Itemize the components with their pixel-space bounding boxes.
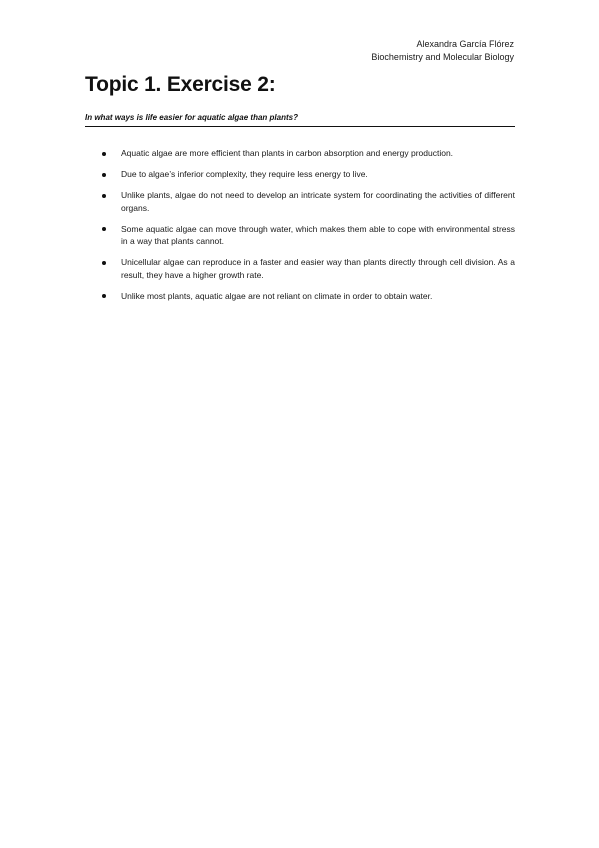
list-item-text: Some aquatic algae can move through water, which makes them able to cope with environmental stress in a way that plants cannot. — [121, 223, 515, 246]
question-heading: In what ways is life easier for aquatic algae than plants? — [85, 113, 298, 122]
page-header — [371, 38, 514, 63]
bullet-icon — [102, 227, 106, 231]
list-item — [85, 168, 515, 181]
list-item-text: Unlike plants, algae do not need to develop an intricate system for coordinating the activities of different organs. — [121, 190, 515, 213]
bullet-icon — [102, 261, 106, 265]
list-item — [85, 290, 515, 303]
course-name: Biochemistry and Molecular Biology — [371, 51, 514, 62]
list-item-text: Due to algae’s inferior complexity, they require less energy to live. — [121, 169, 368, 179]
page-title: Topic 1. Exercise 2: — [85, 73, 276, 96]
answer-list — [85, 147, 515, 311]
list-item-text: Unicellular algae can reproduce in a faster and easier way than plants directly through cell division. As a result, they have a higher growth rate. — [121, 257, 515, 280]
bullet-icon — [102, 173, 106, 177]
bullet-icon — [102, 294, 106, 298]
bullet-icon — [102, 152, 106, 156]
bullet-icon — [102, 194, 106, 198]
author-name: Alexandra García Flórez — [416, 39, 514, 49]
heading-divider — [85, 126, 515, 127]
list-item — [85, 189, 515, 214]
list-item — [85, 256, 515, 281]
list-item — [85, 223, 515, 248]
list-item — [85, 147, 515, 160]
list-item-text: Aquatic algae are more efficient than plants in carbon absorption and energy production. — [121, 148, 454, 158]
list-item-text: Unlike most plants, aquatic algae are not reliant on climate in order to obtain water. — [121, 290, 433, 301]
